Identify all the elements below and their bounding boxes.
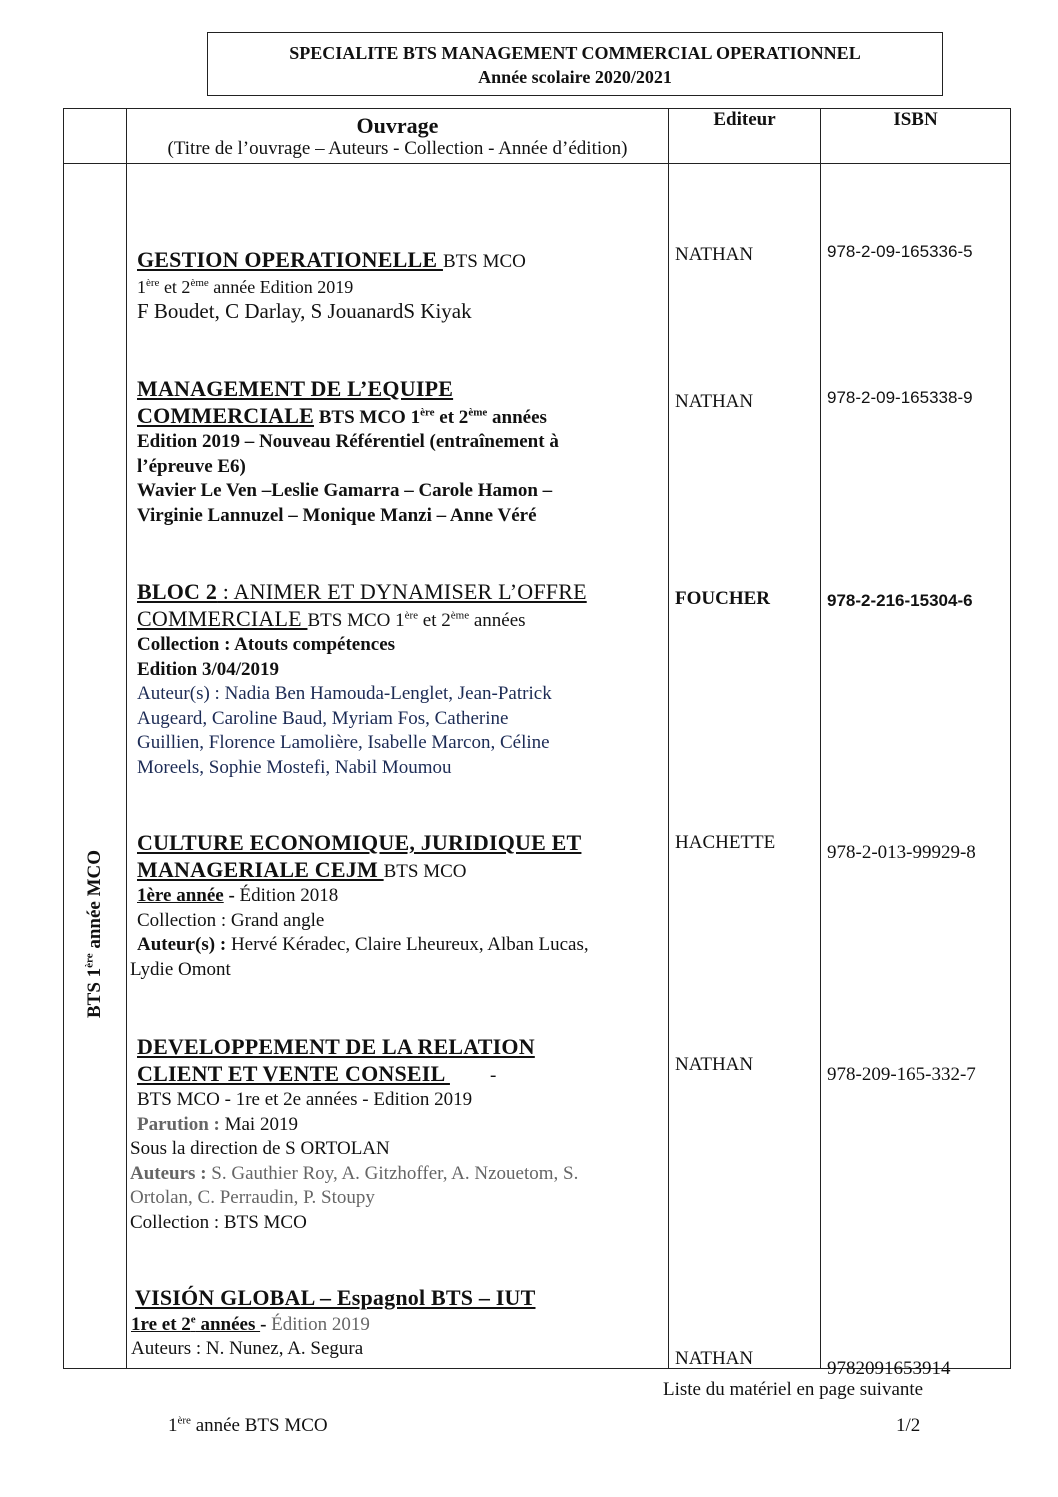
works-cell (127, 164, 669, 1369)
book-entry-4: CULTURE ECONOMIQUE, JURIDIQUE ET MANAGERIALE CEJM BTS MCO 1ère année - Édition 2018 Collection : Grand angle Auteur(s) : Hervé Kéradec, Claire Lheureux, Alban Lucas, Lydie Omont (130, 830, 589, 980)
book-entry-3: BLOC 2 : ANIMER ET DYNAMISER L’OFFRE COMMERCIALE BTS MCO 1ère et 2ème années Collection : Atouts compétences Edition 3/04/2019 Auteur(s) : Nadia Ben Hamouda-Lenglet, Jean-Patrick Augeard, Caroline Baud, Myriam Fos, Catherine Guillien, Florence Lamolière, Isabelle Marcon, Céline Moreels, Sophie Mostefi, Nabil Moumou (137, 579, 587, 778)
side-label-cell (64, 164, 127, 1369)
table-body-row (64, 164, 1011, 1369)
book-title-line2: CLIENT ET VENTE CONSEIL (137, 1060, 450, 1086)
header-school-year: Année scolaire 2020/2021 (478, 67, 672, 87)
book-title: VISIÓN GLOBAL – Espagnol BTS – IUT (135, 1285, 536, 1310)
work-column-title: Ouvrage (356, 113, 439, 138)
table-header-row (64, 109, 1011, 164)
publishers-cell (669, 164, 821, 1369)
book-title-line1: CULTURE ECONOMIQUE, JURIDIQUE ET (137, 830, 582, 855)
book-list-table (63, 108, 1011, 1379)
book-title: GESTION OPERATIONELLE (137, 247, 443, 272)
page-number: 1/2 (896, 1415, 921, 1436)
book-title-line1: MANAGEMENT DE L’EQUIPE (137, 376, 454, 401)
side-label: BTS 1ère année MCO (83, 849, 105, 1019)
book-title-line2: COMMERCIALE (137, 402, 314, 428)
book-entry-1: GESTION OPERATIONELLE BTS MCO 1ère et 2ème année Edition 2019 F Boudet, C Darlay, S JouanardS Kiyak (137, 247, 526, 323)
book-entry-6: VISIÓN GLOBAL – Espagnol BTS – IUT 1re et 2e années - Édition 2019 Auteurs : N. Nunez, A. Segura (131, 1285, 536, 1359)
isbn-2: 978-2-09-165338-9 (827, 388, 973, 407)
side-header-cell (64, 109, 127, 164)
publisher-2: NATHAN (675, 391, 754, 412)
work-column-subtitle: (Titre de l’ouvrage – Auteurs - Collection - Année d’édition) (167, 138, 628, 159)
isbn-3: 978-2-216-15304-6 (827, 591, 973, 610)
publisher-6: NATHAN (675, 1348, 754, 1369)
book-title-line2: MANAGERIALE CEJM (137, 856, 384, 882)
book-title-line2: COMMERCIALE (137, 605, 308, 631)
publisher-4: HACHETTE (675, 832, 776, 853)
isbn-5: 978-209-165-332-7 (827, 1064, 976, 1085)
isbn-cell (821, 164, 1011, 1379)
isbn-4: 978-2-013-99929-8 (827, 842, 976, 863)
isbn-1: 978-2-09-165336-5 (827, 242, 973, 261)
footer-class-label: 1ère année BTS MCO (168, 1414, 328, 1436)
publisher-5: NATHAN (675, 1054, 754, 1075)
next-page-note: Liste du matériel en page suivante (663, 1379, 924, 1400)
isbn-6: 9782091653914 (827, 1358, 951, 1379)
book-title-line1: BLOC 2 (137, 579, 218, 604)
publisher-3: FOUCHER (675, 588, 770, 609)
book-entry-2: MANAGEMENT DE L’EQUIPE COMMERCIALE BTS MCO 1ère et 2ème années Edition 2019 – Nouveau Référentiel (entraînement à l’épreuve E6) Wavier Le Ven –Leslie Gamarra – Carole Hamon – Virginie Lannuzel – Monique Manzi – Anne Véré (137, 376, 559, 526)
book-entry-5: DEVELOPPEMENT DE LA RELATION CLIENT ET VENTE CONSEIL - BTS MCO - 1re et 2e années - Edition 2019 Parution : Mai 2019 Sous la direction de S ORTOLAN Auteurs : S. Gauthier Roy, A. Gitzhoffer, A. Nzouetom, S. Ortolan, C. Perraudin, P. Stoupy Collection : BTS MCO (130, 1034, 579, 1233)
work-header-cell (127, 109, 669, 164)
book-title-line1: DEVELOPPEMENT DE LA RELATION (137, 1034, 535, 1059)
publisher-1: NATHAN (675, 244, 754, 265)
publisher-column-title: Editeur (669, 109, 821, 164)
header-box (207, 32, 943, 96)
isbn-column-title: ISBN (821, 109, 1011, 164)
header-title: SPECIALITE BTS MANAGEMENT COMMERCIAL OPERATIONNEL (289, 43, 861, 63)
